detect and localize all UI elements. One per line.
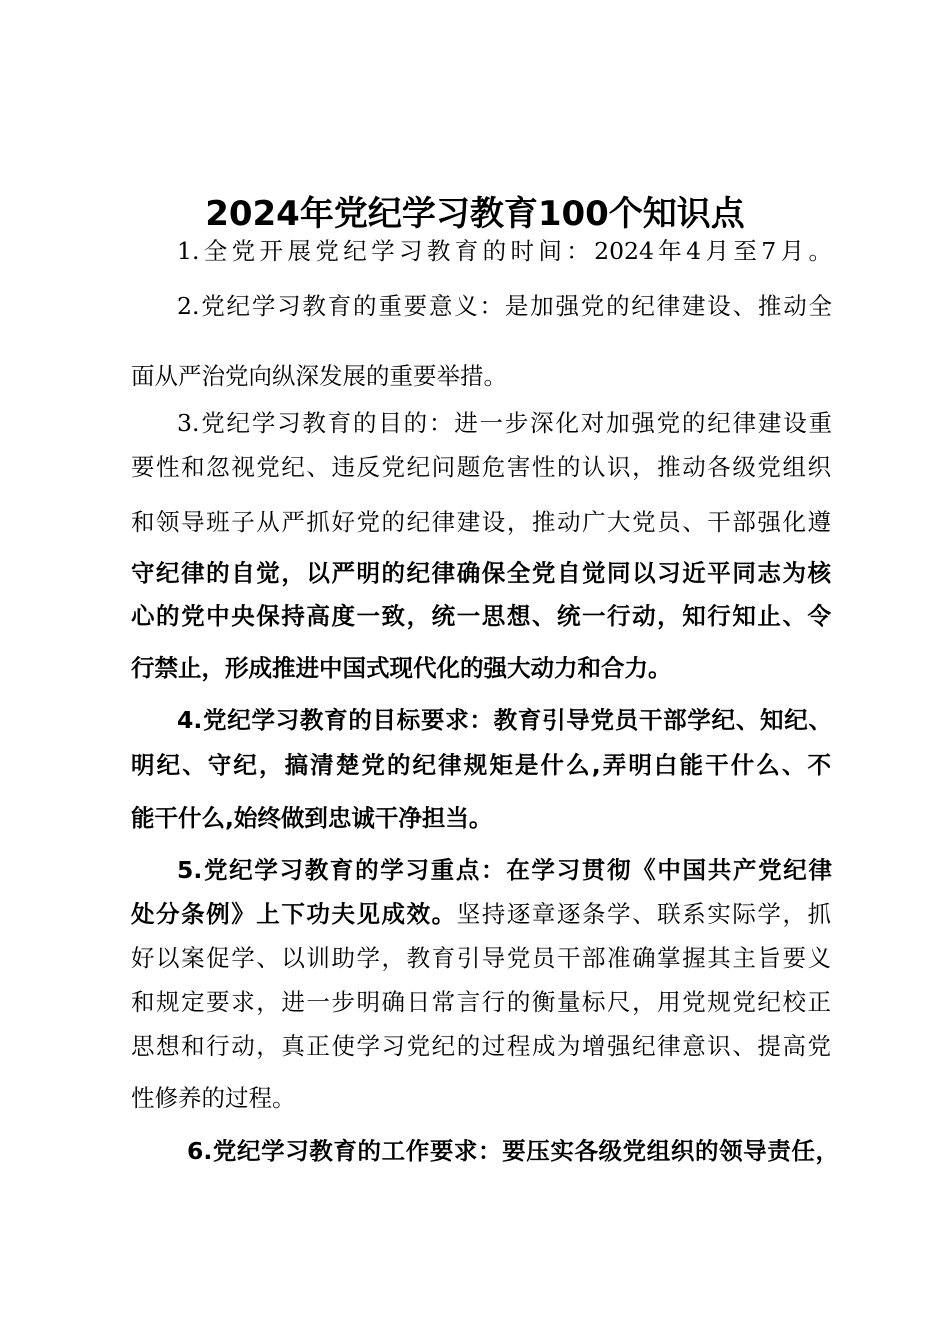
paragraph-3-line-2: 要性和忽视党纪、违反党纪问题危害性的认识，推动各级党组织 xyxy=(131,453,831,481)
paragraph-3-line-4: 守纪律的自觉，以严明的纪律确保全党自觉同以习近平同志为核 xyxy=(131,559,831,587)
paragraph-5-regular-segment: 坚持逐章逐条学、联系实际学，抓 xyxy=(456,900,832,928)
paragraph-5-line-5: 思想和行动，真正使学习党纪的过程成为增强纪律意识、提高党 xyxy=(131,1032,831,1060)
paragraph-5-line-2 xyxy=(131,894,831,934)
paragraph-2-line-2: 面从严治党向纵深发展的重要举措。 xyxy=(131,362,507,390)
paragraph-5-bold-segment: 处分条例》上下功夫见成效。 xyxy=(131,900,457,928)
paragraph-3-line-1: 3.党纪学习教育的目的：进一步深化对加强党的纪律建设重 xyxy=(177,409,832,437)
paragraph-1-line-1: 1.全党开展党纪学习教育的时间：2024年4月至7月。 xyxy=(177,237,832,265)
paragraph-4-line-2: 明纪、守纪，搞清楚党的纪律规矩是什么,弄明白能干什么、不 xyxy=(131,751,831,779)
paragraph-4-line-3: 能干什么,始终做到忠诚干净担当。 xyxy=(131,804,493,832)
paragraph-3-line-5: 心的党中央保持高度一致，统一思想、统一行动，知行知止、令 xyxy=(131,602,831,630)
paragraph-3-line-3: 和领导班子从严抓好党的纪律建设，推动广大党员、干部强化遵 xyxy=(131,508,831,536)
paragraph-5-line-4: 和规定要求，进一步明确日常言行的衡量标尺，用党规党纪校正 xyxy=(131,988,831,1016)
paragraph-5-line-1: 5.党纪学习教育的学习重点：在学习贯彻《中国共产党纪律 xyxy=(177,856,832,884)
paragraph-3-line-6: 行禁止，形成推进中国式现代化的强大动力和合力。 xyxy=(131,654,672,682)
paragraph-5-line-6: 性修养的过程。 xyxy=(131,1084,296,1112)
document-title: 2024年党纪学习教育100个知识点 xyxy=(205,194,745,234)
paragraph-5-line-3: 好以案促学、以训助学，教育引导党员干部准确掌握其主旨要义 xyxy=(131,944,831,972)
paragraph-2-line-1: 2.党纪学习教育的重要意义：是加强党的纪律建设、推动全 xyxy=(177,292,832,320)
paragraph-6-line-1: 6.党纪学习教育的工作要求：要压实各级党组织的领导责任， xyxy=(187,1137,839,1165)
paragraph-4-line-1: 4.党纪学习教育的目标要求：教育引导党员干部学纪、知纪、 xyxy=(177,706,832,734)
